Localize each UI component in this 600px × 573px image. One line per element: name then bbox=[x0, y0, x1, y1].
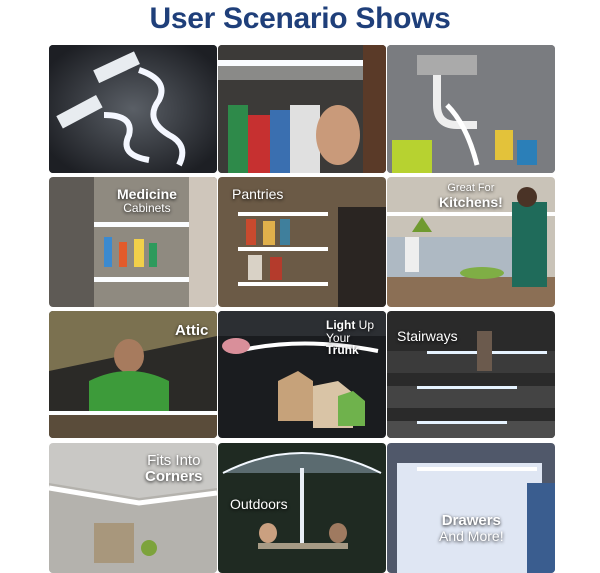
medicine-subtitle: Cabinets bbox=[123, 200, 171, 215]
tile-stairways bbox=[387, 311, 555, 438]
drawers-image bbox=[387, 443, 555, 573]
tile-pantries bbox=[218, 177, 386, 307]
page-title: User Scenario Shows bbox=[149, 2, 451, 35]
tile-corners bbox=[49, 443, 217, 573]
product-image bbox=[49, 45, 217, 173]
trunk-line2 bbox=[326, 332, 386, 357]
tile-outdoors bbox=[218, 443, 386, 573]
tile-attic bbox=[49, 311, 217, 438]
trunk-light: Light bbox=[326, 318, 356, 332]
pantries-title: Pantries bbox=[232, 186, 284, 202]
drawers-title: Drawers bbox=[441, 512, 501, 529]
kitchens-title: Kitchens! bbox=[439, 193, 503, 210]
trunk-up: Up bbox=[355, 318, 375, 332]
tile-closet bbox=[218, 45, 386, 173]
medicine-title: Medicine bbox=[117, 186, 177, 202]
closet-image bbox=[218, 45, 386, 173]
corners-title: Corners bbox=[145, 467, 203, 485]
kitchens-subtitle: Great For bbox=[447, 182, 495, 194]
tile-trunk bbox=[218, 311, 386, 438]
tile-drawers bbox=[387, 443, 555, 573]
trunk-your: Your bbox=[326, 330, 351, 345]
trunk-trunk: Trunk bbox=[326, 343, 359, 358]
corners-subtitle: Fits Into bbox=[147, 452, 201, 469]
tile-medicine-cabinets bbox=[49, 177, 217, 307]
drawers-subtitle: And More! bbox=[439, 527, 504, 544]
stairways-title: Stairways bbox=[397, 328, 458, 344]
sink-image bbox=[387, 45, 555, 173]
outdoors-title: Outdoors bbox=[230, 496, 288, 512]
attic-title: Attic bbox=[175, 322, 209, 339]
tile-sink bbox=[387, 45, 555, 173]
tile-product bbox=[49, 45, 217, 173]
tile-kitchens bbox=[387, 177, 555, 307]
